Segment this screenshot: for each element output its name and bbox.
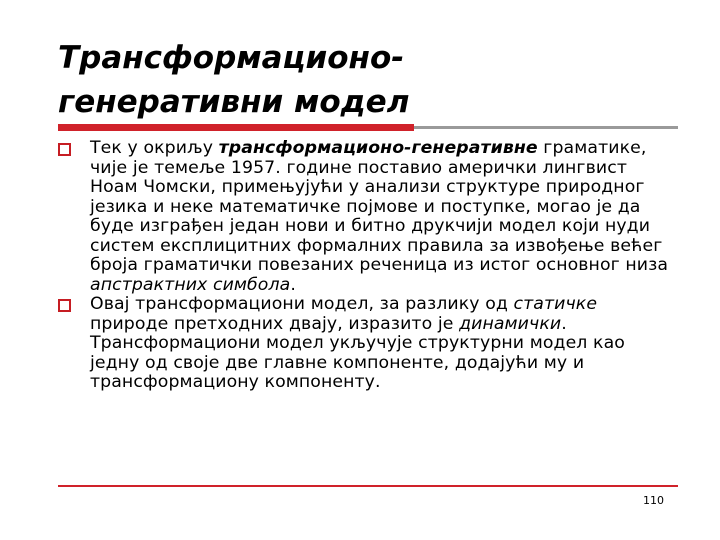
slide-title-line-2: генеративни модел	[58, 84, 410, 120]
square-bullet-icon	[58, 143, 71, 156]
bullet-item-1	[58, 139, 678, 295]
slide-title	[58, 36, 678, 124]
footer-rule	[58, 485, 678, 487]
slide-title-line-1: Трансформационо-	[58, 40, 405, 76]
bullet-item-2	[58, 295, 678, 393]
bullet-2-italic-term-1: статичке	[513, 294, 598, 314]
bullet-1-emphasis-term: трансформационо-генеративне	[218, 138, 538, 158]
bullet-1-text-c: .	[290, 274, 296, 295]
square-bullet-icon	[58, 299, 71, 312]
bullet-list	[58, 139, 678, 393]
bullet-2-text-b: природе претходних двају, изразито је	[90, 313, 460, 334]
title-underline-red	[58, 124, 414, 131]
bullet-1-text-b: граматике, чије је темеље 1957. године поставио амерички лингвист Ноам Чомски, примењујући у анализи структуре природног језика и неке математичке појмове и поступке, могао је да буде изграђен један нови и битно друкчији модел који нуди систем експлицитних формалних правила за извођење већег броја граматички повезаних реченица из истог основног низа	[90, 138, 669, 275]
bullet-2-italic-term-2: динамички	[459, 313, 562, 334]
bullet-2-text-a: Овај трансформациони модел, за разлику од	[90, 294, 514, 314]
page-number: 110	[643, 494, 664, 507]
bullet-1-italic-term: апстрактних симбола	[90, 274, 291, 295]
bullet-2-text-c: . Трансформациони модел укључује структурни модел као једну од своје две главне компоненте, додајући му и трансформациону компоненту.	[90, 313, 625, 392]
bullet-1-text-a: Тек у окриљу	[90, 138, 219, 158]
